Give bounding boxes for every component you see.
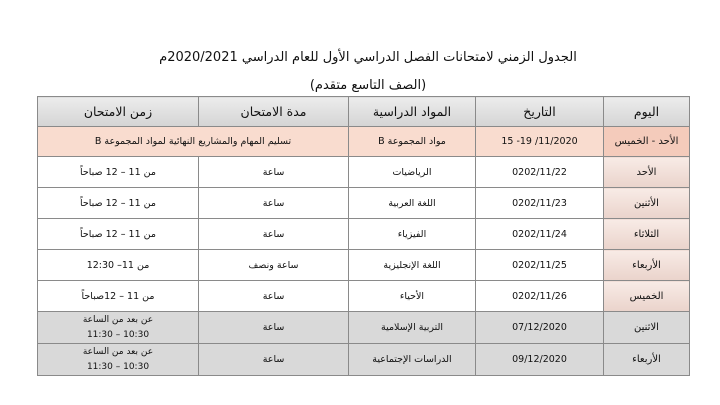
table-row-remote xyxy=(38,312,690,344)
header-row xyxy=(38,97,690,127)
header-day: اليوم xyxy=(604,97,690,127)
table-row xyxy=(38,281,690,312)
row-day: الثلاثاء xyxy=(604,219,690,250)
row-duration: ساعة xyxy=(199,157,349,188)
row-time: من 11 – 12صباحاً xyxy=(38,281,199,312)
row-time xyxy=(38,312,199,344)
table-row xyxy=(38,188,690,219)
row-date: 07/12/2020 xyxy=(476,312,604,344)
row-date: 0202/11/22 xyxy=(476,157,604,188)
header-time: زمن الامتحان xyxy=(38,97,199,127)
group-note: تسليم المهام والمشاريع النهائية لمواد المجموعة B xyxy=(38,127,349,157)
row-subject: الرياضيات xyxy=(349,157,476,188)
row-day: الأثنين xyxy=(604,188,690,219)
row-date: 0202/11/26 xyxy=(476,281,604,312)
row-time: من 11 – 12 صباحاً xyxy=(38,219,199,250)
row-time-line1: عن بعد من الساعة xyxy=(82,346,154,357)
row-duration: ساعة xyxy=(199,312,349,344)
table-row xyxy=(38,250,690,281)
table-row xyxy=(38,219,690,250)
row-date: 0202/11/23 xyxy=(476,188,604,219)
table-row xyxy=(38,157,690,188)
row-subject: الفيزياء xyxy=(349,219,476,250)
exam-schedule-table xyxy=(37,96,690,376)
row-time: من 11 – 12 صباحاً xyxy=(38,188,199,219)
row-day: الاثنين xyxy=(604,312,690,344)
row-subject: الأحياء xyxy=(349,281,476,312)
group-subject: مواد المجموعة B xyxy=(349,127,476,157)
row-time xyxy=(38,344,199,376)
group-day: الأحد - الخميس xyxy=(604,127,690,157)
header-duration: مدة الامتحان xyxy=(199,97,349,127)
row-duration: ساعة xyxy=(199,281,349,312)
row-subject: اللغة العربية xyxy=(349,188,476,219)
row-subject: التربية الإسلامية xyxy=(349,312,476,344)
row-date: 0202/11/25 xyxy=(476,250,604,281)
header-subject: المواد الدراسية xyxy=(349,97,476,127)
row-duration: ساعة xyxy=(199,219,349,250)
row-day: الأحد xyxy=(604,157,690,188)
row-duration: ساعة ونصف xyxy=(199,250,349,281)
row-subject: اللغة الإنجليزية xyxy=(349,250,476,281)
row-date: 09/12/2020 xyxy=(476,344,604,376)
row-duration: ساعة xyxy=(199,188,349,219)
group-b-row xyxy=(38,127,690,157)
row-time-line2: 10:30 – 11:30 xyxy=(86,329,150,340)
page-subtitle: (الصف التاسع متقدم) xyxy=(309,78,427,93)
row-day: الأربعاء xyxy=(604,250,690,281)
page-title: الجدول الزمني لامتحانات الفصل الدراسي الأول للعام الدراسي 2020/2021م xyxy=(159,50,577,65)
row-day: الخميس xyxy=(604,281,690,312)
row-day: الأربعاء xyxy=(604,344,690,376)
row-date: 0202/11/24 xyxy=(476,219,604,250)
row-time-line2: 10:30 – 11:30 xyxy=(86,361,150,372)
row-time: من 11 – 12 صباحاً xyxy=(38,157,199,188)
row-subject: الدراسات الإجتماعية xyxy=(349,344,476,376)
row-time-line1: عن بعد من الساعة xyxy=(82,314,154,325)
group-date: 15 -19 /11/2020 xyxy=(476,127,604,157)
table-row-remote xyxy=(38,344,690,376)
row-time: من 11– 12:30 xyxy=(38,250,199,281)
header-date: التاريخ xyxy=(476,97,604,127)
row-duration: ساعة xyxy=(199,344,349,376)
